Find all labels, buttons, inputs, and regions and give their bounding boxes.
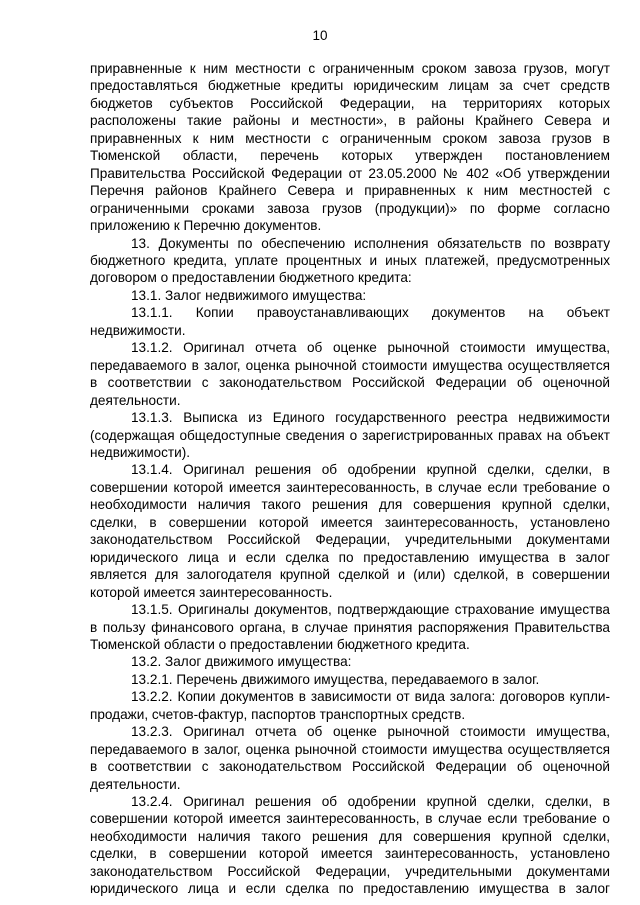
- document-body: [90, 60, 610, 898]
- paragraph-item-13: 13. Документы по обеспечению исполнения обязательств по возврату бюджетного кредита, уплате процентных и иных платежей, предусмотренных договором о предоставлении бюджетного кредита:: [90, 235, 610, 286]
- paragraph-item-13-1-5: 13.1.5. Оригиналы документов, подтверждающие страхование имущества в пользу финансового органа, в случае принятия распоряжения Правительства Тюменской области о предоставлении бюджетного кредита.: [90, 602, 610, 652]
- paragraph-item-13-2-2: 13.2.2. Копии документов в зависимости от вида залога: договоров купли-продажи, счетов-фактур, паспортов транспортных средств.: [90, 689, 610, 722]
- paragraph-continuation: приравненные к ним местности с ограниченным сроком завоза грузов, могут предоставляться бюджетные кредиты юридическим лицам за счет средств бюджетов субъектов Российской Федерации, на территориях которых расположены такие районы и местности», в районы Крайнего Севера и приравненных к ним местности с ограниченным сроком завоза грузов в Тюменской области, перечень которых утвержден постановлением Правительства Российской Федерации от 23.05.2000 № 402 «Об утверждении Перечня районов Крайнего Севера и приравненных к ним местностей с ограниченными сроками завоза грузов (продукции)» по форме согласно приложению к Перечню документов.: [90, 61, 610, 234]
- paragraph-item-13-2-1: 13.2.1. Перечень движимого имущества, передаваемого в залог.: [131, 671, 540, 687]
- paragraph-item-13-1-1: 13.1.1. Копии правоустанавливающих документов на объект недвижимости.: [90, 305, 610, 338]
- paragraph-item-13-2-4: 13.2.4. Оригинал решения об одобрении крупной сделки, сделки, в совершении которой имеется заинтересованность, в случае если требование о необходимости наличия такого решения для совершения крупной сделки, сделки, в совершении которой имеется заинтересованность, установлено законодательством Российской Федерации, учредительными документами юридического лица и если сделка по предоставлению имущества в залог: [90, 794, 610, 897]
- paragraph-item-13-1: 13.1. Залог недвижимого имущества:: [131, 287, 367, 303]
- paragraph-item-13-2-3: 13.2.3. Оригинал отчета об оценке рыночной стоимости имущества, передаваемого в залог, оценка рыночной стоимости имущества осуществляется в соответствии с законодательством Российской Федерации об оценочной деятельности.: [90, 724, 610, 792]
- paragraph-item-13-1-2: 13.1.2. Оригинал отчета об оценке рыночной стоимости имущества, передаваемого в залог, оценка рыночной стоимости имущества осуществляется в соответствии с законодательством Российской Федерации об оценочной деятельности.: [90, 340, 610, 408]
- paragraph-item-13-1-4: 13.1.4. Оригинал решения об одобрении крупной сделки, сделки, в совершении которой имеется заинтересованность, в случае если требование о необходимости наличия такого решения для совершения крупной сделки, сделки, в совершении которой имеется заинтересованность, установлено законодательством Российской Федерации, учредительными документами юридического лица и если сделка по предоставлению имущества в залог является для залогодателя крупной сделкой и (или) сделкой, в совершении которой имеется заинтересованность.: [90, 462, 610, 600]
- paragraph-item-13-1-3: 13.1.3. Выписка из Единого государственного реестра недвижимости (содержащая общедоступные сведения о зарегистрированных правах на объект недвижимости).: [90, 410, 610, 460]
- paragraph-item-13-2: 13.2. Залог движимого имущества:: [131, 654, 352, 670]
- page-number: 10: [312, 28, 328, 43]
